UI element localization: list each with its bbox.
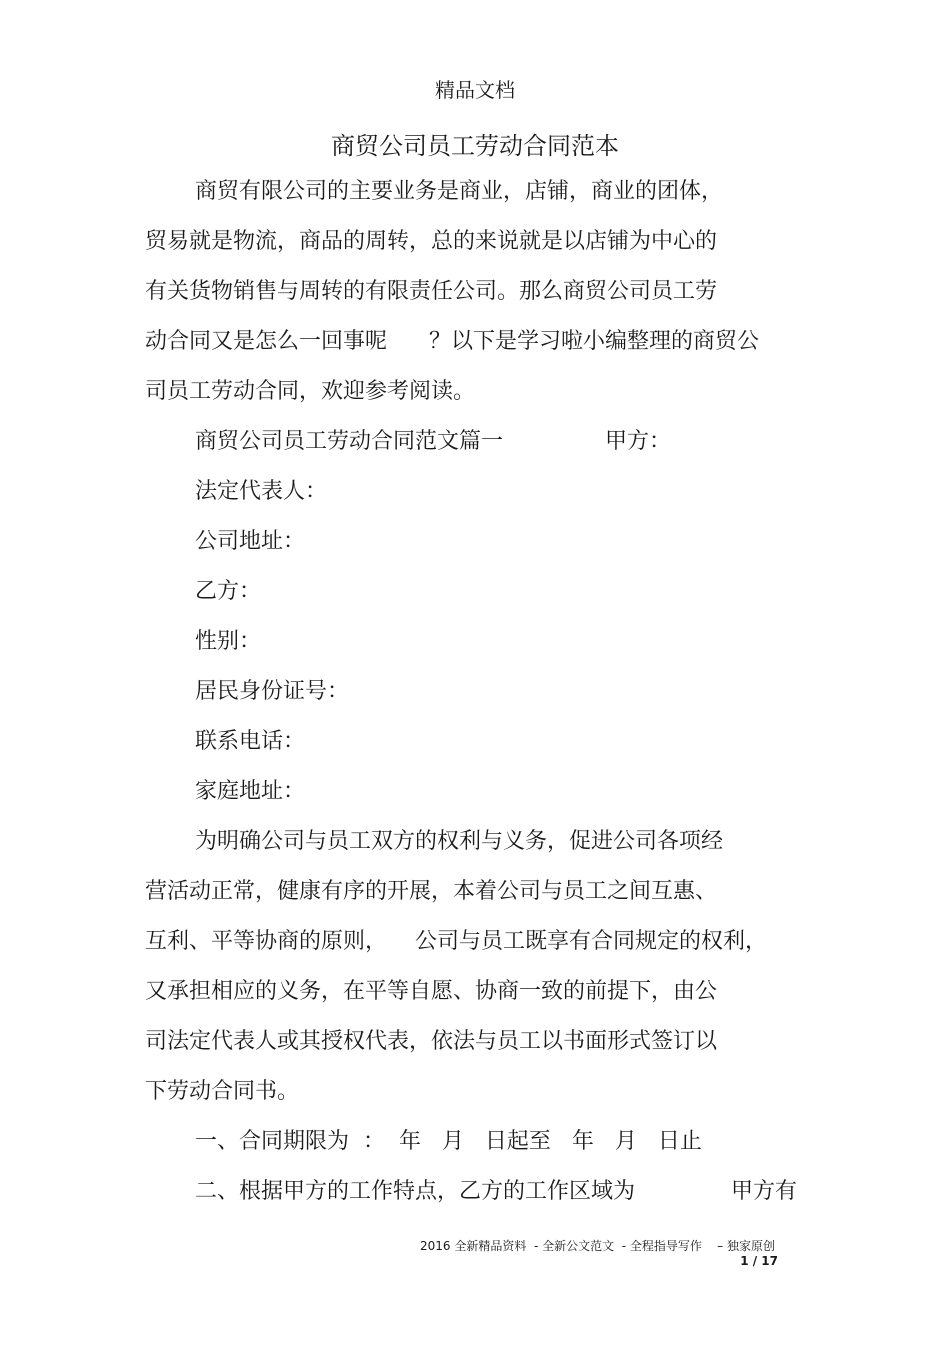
- field-home-address: 家庭地址：: [195, 779, 306, 804]
- intro-line-1: 商贸有限公司的主要业务是商业，店铺，商业的团体，: [195, 179, 724, 204]
- section-heading: 商贸公司员工劳动合同范文篇一: [195, 429, 504, 454]
- page-footer: 2016 全新精品资料 - 全新公文范文 - 全程指导写作 – 独家原创: [420, 1239, 775, 1253]
- field-gender: 性别：: [195, 629, 262, 654]
- clause-2: 二、根据甲方的工作特点，乙方的工作区域为: [195, 1179, 636, 1204]
- intro-line-3: 有关货物销售与周转的有限责任公司。那么商贸公司员工劳: [145, 279, 718, 304]
- body-line-1: 为明确公司与员工双方的权利与义务，促进公司各项经: [195, 829, 724, 854]
- field-id-number: 居民身份证号：: [195, 679, 350, 704]
- body-line-2: 营活动正常，健康有序的开展，本着公司与员工之间互惠、: [145, 879, 718, 904]
- field-company-address: 公司地址：: [195, 529, 306, 554]
- intro-line-5: 司员工劳动合同，欢迎参考阅读。: [145, 379, 476, 404]
- body-line-3: 互利、平等协商的原则， 公司与员工既享有合同规定的权利，: [145, 929, 767, 954]
- page-header: 精品文档: [435, 78, 515, 102]
- body-line-4: 又承担相应的义务，在平等自愿、协商一致的前提下，由公: [145, 979, 718, 1004]
- party-a-label: 甲方：: [605, 429, 672, 454]
- field-phone: 联系电话：: [195, 729, 306, 754]
- body-line-6: 下劳动合同书。: [145, 1079, 300, 1104]
- clause-2-continued: 甲方有: [731, 1179, 798, 1204]
- clause-1: 一、合同期限为 ： 年 月 日起至 年 月 日止: [195, 1129, 702, 1154]
- body-line-5: 司法定代表人或其授权代表，依法与员工以书面形式签订以: [145, 1029, 718, 1054]
- intro-line-2: 贸易就是物流，商品的周转，总的来说就是以店铺为中心的: [145, 229, 718, 254]
- intro-line-4: 动合同又是怎么一回事呢 ？以下是学习啦小编整理的商贸公: [145, 329, 759, 354]
- document-title: 商贸公司员工劳动合同范本: [331, 132, 619, 160]
- page-number: 1 / 17: [740, 1254, 778, 1268]
- field-party-b: 乙方：: [195, 579, 262, 604]
- field-legal-representative: 法定代表人：: [195, 479, 328, 504]
